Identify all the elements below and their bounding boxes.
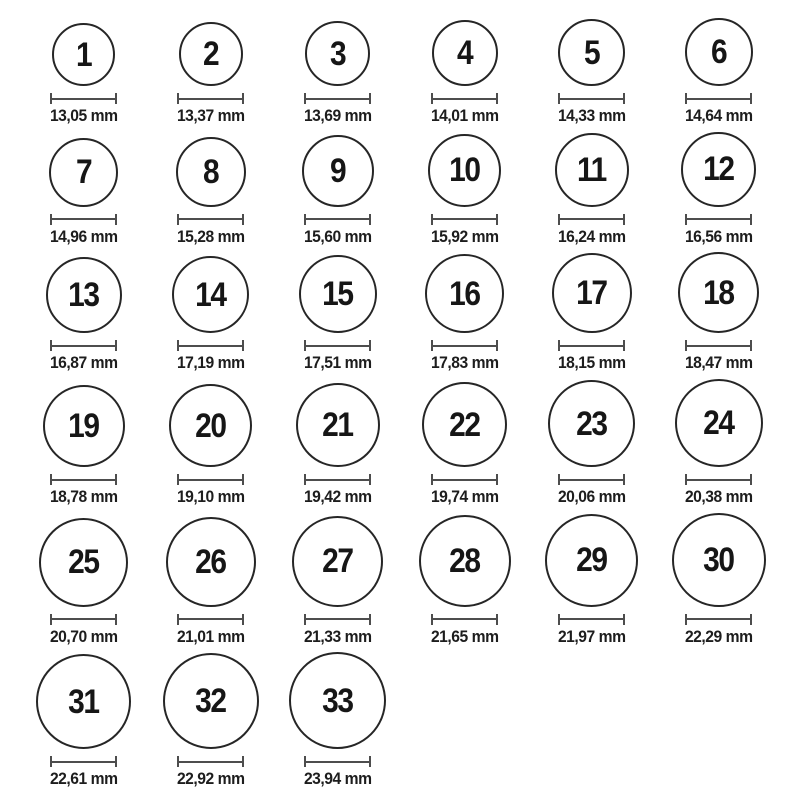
diameter-dimension-line	[177, 474, 244, 485]
ring-size-cell	[20, 257, 147, 373]
ring-circle-outline	[292, 516, 383, 607]
diameter-dimension-line	[431, 474, 498, 485]
ring-size-cell	[274, 135, 401, 247]
ring-size-number: 23	[576, 404, 607, 443]
diameter-label: 13,05 mm	[49, 106, 118, 125]
diameter-label: 14,33 mm	[557, 106, 626, 125]
ring-size-cell	[401, 515, 528, 647]
diameter-label: 22,61 mm	[49, 769, 118, 789]
ring-size-number: 5	[583, 33, 600, 72]
ring-size-cell	[655, 132, 782, 247]
ring-size-cell	[274, 516, 401, 647]
ring-size-row	[20, 513, 800, 647]
ring-size-row	[20, 18, 800, 126]
ring-size-cell	[401, 134, 528, 247]
diameter-dimension-line	[431, 340, 498, 351]
ring-circle-outline	[46, 257, 122, 333]
ring-size-cell	[401, 20, 528, 126]
ring-size-cell	[147, 137, 274, 247]
ring-circle-outline	[555, 133, 629, 207]
ring-size-number: 6	[710, 33, 727, 71]
diameter-dimension-line	[50, 340, 117, 351]
diameter-label: 21,01 mm	[176, 626, 245, 646]
ring-size-number: 22	[449, 405, 480, 444]
diameter-label: 22,29 mm	[684, 626, 753, 646]
ring-size-number: 15	[322, 275, 353, 314]
diameter-dimension-line	[50, 93, 117, 104]
diameter-label: 23,94 mm	[303, 769, 372, 789]
diameter-dimension-line	[304, 93, 371, 104]
ring-size-cell	[147, 517, 274, 647]
diameter-label: 20,06 mm	[557, 487, 626, 507]
diameter-label: 17,51 mm	[303, 353, 372, 373]
ring-size-number: 8	[202, 152, 219, 191]
diameter-dimension-line	[558, 340, 625, 351]
ring-size-number: 25	[68, 543, 99, 582]
diameter-label: 17,19 mm	[176, 353, 245, 373]
diameter-label: 21,97 mm	[557, 626, 626, 646]
diameter-label: 18,15 mm	[557, 353, 626, 373]
ring-circle-outline	[675, 379, 763, 467]
ring-size-cell	[147, 653, 274, 789]
ring-size-number: 17	[576, 274, 607, 313]
ring-circle-outline	[681, 132, 756, 207]
ring-size-cell	[528, 133, 655, 247]
ring-size-number: 4	[456, 34, 473, 72]
ring-size-cell	[528, 19, 655, 126]
ring-circle-outline	[558, 19, 625, 86]
ring-circle-outline	[52, 23, 115, 86]
diameter-label: 15,28 mm	[176, 226, 245, 246]
diameter-label: 14,01 mm	[430, 106, 499, 125]
diameter-dimension-line	[685, 614, 752, 625]
ring-size-cell	[20, 518, 147, 647]
diameter-label: 21,65 mm	[430, 626, 499, 646]
ring-size-cell	[274, 21, 401, 126]
ring-size-number: 24	[703, 404, 734, 443]
ring-size-number: 26	[195, 542, 226, 581]
ring-size-row	[20, 132, 800, 247]
ring-circle-outline	[172, 256, 249, 333]
diameter-dimension-line	[685, 474, 752, 485]
ring-size-number: 33	[322, 681, 353, 720]
ring-circle-outline	[43, 385, 125, 467]
diameter-label: 19,42 mm	[303, 487, 372, 507]
ring-circle-outline	[422, 382, 507, 467]
ring-size-cell	[274, 652, 401, 789]
ring-circle-outline	[39, 518, 128, 607]
ring-circle-outline	[169, 384, 252, 467]
ring-size-number: 29	[576, 541, 607, 580]
diameter-label: 20,70 mm	[49, 626, 118, 646]
ring-circle-outline	[296, 383, 380, 467]
ring-circle-outline	[548, 380, 635, 467]
diameter-dimension-line	[50, 474, 117, 485]
ring-size-number: 20	[195, 406, 226, 445]
ring-size-cell	[274, 255, 401, 373]
ring-size-cell	[528, 380, 655, 507]
ring-size-number: 19	[68, 407, 99, 446]
diameter-dimension-line	[685, 340, 752, 351]
ring-size-grid	[20, 18, 800, 789]
diameter-label: 19,74 mm	[430, 487, 499, 507]
ring-circle-outline	[419, 515, 511, 607]
diameter-label: 21,33 mm	[303, 626, 372, 646]
ring-size-cell	[401, 382, 528, 507]
diameter-label: 16,24 mm	[557, 226, 626, 246]
diameter-label: 16,87 mm	[49, 353, 118, 373]
diameter-dimension-line	[177, 214, 244, 225]
diameter-label: 13,37 mm	[176, 106, 245, 125]
ring-size-cell	[20, 385, 147, 507]
ring-size-cell	[655, 379, 782, 507]
ring-size-row	[20, 252, 800, 373]
ring-circle-outline	[163, 653, 259, 749]
ring-circle-outline	[179, 22, 243, 86]
ring-circle-outline	[678, 252, 759, 333]
ring-size-number: 3	[329, 34, 346, 73]
ring-circle-outline	[49, 138, 118, 207]
diameter-label: 14,96 mm	[49, 226, 118, 246]
ring-circle-outline	[685, 18, 753, 86]
diameter-dimension-line	[177, 756, 244, 767]
diameter-dimension-line	[685, 93, 752, 104]
diameter-dimension-line	[50, 614, 117, 625]
diameter-dimension-line	[177, 340, 244, 351]
ring-size-cell	[147, 384, 274, 507]
ring-size-cell	[655, 252, 782, 373]
ring-size-number: 18	[703, 273, 734, 312]
diameter-dimension-line	[558, 614, 625, 625]
ring-size-number: 7	[75, 153, 92, 192]
ring-size-cell	[20, 23, 147, 126]
ring-circle-outline	[545, 514, 638, 607]
ring-circle-outline	[432, 20, 498, 86]
diameter-label: 16,56 mm	[684, 226, 753, 246]
diameter-dimension-line	[50, 214, 117, 225]
ring-circle-outline	[428, 134, 501, 207]
ring-size-cell	[655, 18, 782, 126]
diameter-label: 13,69 mm	[303, 106, 372, 125]
ring-size-number: 32	[195, 682, 226, 721]
ring-size-number: 16	[449, 274, 480, 313]
ring-circle-outline	[425, 254, 504, 333]
ring-size-number: 14	[195, 275, 226, 314]
ring-size-cell	[147, 22, 274, 126]
ring-size-number: 30	[703, 540, 734, 579]
diameter-dimension-line	[304, 474, 371, 485]
ring-size-number: 10	[449, 151, 480, 190]
ring-size-number: 27	[322, 542, 353, 581]
ring-size-number: 11	[576, 150, 606, 189]
diameter-label: 18,78 mm	[49, 487, 118, 507]
diameter-label: 15,92 mm	[430, 226, 499, 246]
ring-size-cell	[20, 654, 147, 789]
ring-size-number: 21	[322, 406, 353, 445]
ring-size-number: 12	[703, 150, 734, 189]
ring-size-row	[20, 379, 800, 507]
ring-circle-outline	[552, 253, 632, 333]
ring-circle-outline	[289, 652, 386, 749]
ring-circle-outline	[299, 255, 377, 333]
ring-size-number: 28	[449, 541, 480, 580]
ring-circle-outline	[305, 21, 370, 86]
ring-size-cell	[528, 253, 655, 373]
ring-circle-outline	[302, 135, 374, 207]
diameter-dimension-line	[558, 214, 625, 225]
ring-size-number: 2	[202, 35, 219, 73]
ring-circle-outline	[672, 513, 766, 607]
diameter-dimension-line	[558, 474, 625, 485]
diameter-dimension-line	[558, 93, 625, 104]
diameter-dimension-line	[431, 93, 498, 104]
diameter-dimension-line	[304, 340, 371, 351]
ring-size-cell	[274, 383, 401, 507]
diameter-label: 17,83 mm	[430, 353, 499, 373]
ring-size-cell	[147, 256, 274, 373]
diameter-dimension-line	[50, 756, 117, 767]
ring-circle-outline	[36, 654, 131, 749]
ring-size-number: 1	[75, 35, 92, 74]
ring-size-number: 31	[68, 682, 99, 721]
ring-size-cell	[528, 514, 655, 647]
ring-size-cell	[401, 254, 528, 373]
diameter-dimension-line	[304, 756, 371, 767]
diameter-dimension-line	[431, 214, 498, 225]
diameter-label: 19,10 mm	[176, 487, 245, 507]
diameter-label: 15,60 mm	[303, 226, 372, 246]
diameter-label: 14,64 mm	[684, 106, 753, 125]
diameter-dimension-line	[177, 93, 244, 104]
ring-size-number: 13	[68, 276, 99, 315]
ring-size-cell	[655, 513, 782, 647]
ring-size-number: 9	[329, 151, 346, 190]
diameter-dimension-line	[685, 214, 752, 225]
diameter-label: 18,47 mm	[684, 353, 753, 373]
diameter-dimension-line	[304, 614, 371, 625]
diameter-label: 22,92 mm	[176, 769, 245, 789]
ring-size-row	[20, 652, 800, 789]
diameter-dimension-line	[177, 614, 244, 625]
diameter-label: 20,38 mm	[684, 487, 753, 507]
ring-circle-outline	[166, 517, 256, 607]
diameter-dimension-line	[431, 614, 498, 625]
ring-circle-outline	[176, 137, 246, 207]
diameter-dimension-line	[304, 214, 371, 225]
ring-size-cell	[20, 138, 147, 247]
